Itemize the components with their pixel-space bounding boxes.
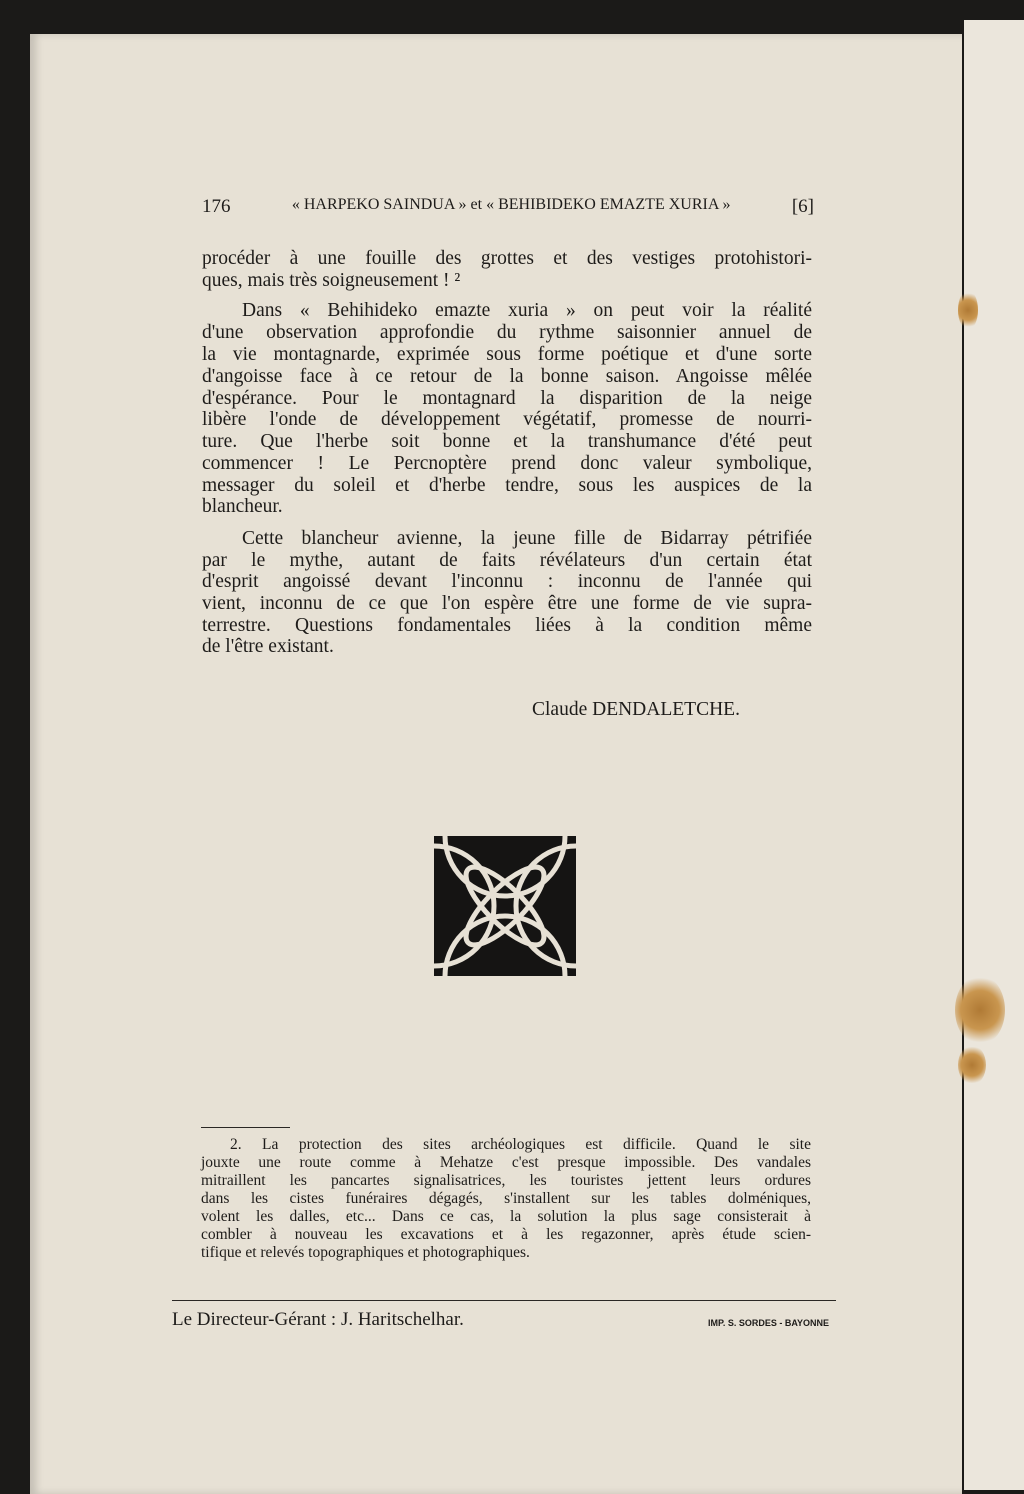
text-line: d'angoisse face à ce retour de la bonne saison. Angoisse mêlée	[202, 366, 812, 387]
stain	[958, 290, 978, 330]
footnote-line: jouxte une route comme à Mehatze c'est presque impossible. Des vandales	[201, 1154, 811, 1171]
text-line: Dans « Behihideko emazte xuria » on peut voir la réalité	[242, 300, 812, 321]
text-line: vient, inconnu de ce que l'on espère être une forme de vie supra-	[202, 593, 812, 614]
footnote-line: mitraillent les pancartes signalisatrices, les touristes jettent leurs ordures	[201, 1172, 811, 1189]
text-line: ture. Que l'herbe soit bonne et la transhumance d'été peut	[202, 431, 812, 452]
footnote-line: combler à nouveau les excavations et à les regazonner, après étude scien-	[201, 1226, 811, 1243]
footnote-line: volent les dalles, etc... Dans ce cas, la solution la plus sage consisterait à	[201, 1208, 811, 1225]
text-line: de l'être existant.	[202, 636, 334, 657]
text-line: commencer ! Le Percnoptère prend donc valeur symbolique,	[202, 453, 812, 474]
printer-line: IMP. S. SORDES - BAYONNE	[708, 1318, 830, 1328]
text-line: terrestre. Questions fondamentales liées à la condition même	[202, 615, 812, 636]
text-line: ques, mais très soigneusement ! ²	[202, 270, 461, 291]
text-line: messager du soleil et d'herbe tendre, sous les auspices de la	[202, 475, 812, 496]
footnote-line: dans les cistes funéraires dégagés, s'installent sur les tables dolméniques,	[201, 1190, 811, 1207]
next-page-edge	[964, 20, 1024, 1490]
stain	[958, 1045, 986, 1085]
footnote-rule	[201, 1127, 290, 1128]
footnote-line: tifique et relevés topographiques et photographiques.	[201, 1244, 530, 1261]
footer-rule	[172, 1300, 836, 1301]
text-line: d'espérance. Pour le montagnard la disparition de la neige	[202, 388, 812, 409]
text-line: d'esprit angoissé devant l'inconnu : inconnu de l'année qui	[202, 571, 812, 592]
text-line: d'une observation approfondie du rythme saisonnier annuel de	[202, 322, 812, 343]
text-line: procéder à une fouille des grottes et des vestiges protohistori-	[202, 248, 812, 269]
text-line: Cette blancheur avienne, la jeune fille de Bidarray pétrifiée	[242, 528, 812, 549]
text-line: libère l'onde de développement végétatif, promesse de nourri-	[202, 409, 812, 430]
ornament-icon	[434, 836, 576, 976]
stain	[955, 975, 1005, 1045]
section-number: [6]	[791, 196, 814, 217]
running-header	[202, 196, 814, 218]
page-number: 176	[202, 196, 231, 217]
director-line: Le Directeur-Gérant : J. Haritschelhar.	[172, 1309, 464, 1330]
text-line: par le mythe, autant de faits révélateurs d'un certain état	[202, 550, 812, 571]
text-line: blancheur.	[202, 496, 283, 517]
author-signature: Claude DENDALETCHE.	[532, 699, 740, 720]
text-line: la vie montagnarde, exprimée sous forme poétique et d'une sorte	[202, 344, 812, 365]
running-title: « HARPEKO SAINDUA » et « BEHIBIDEKO EMAZTE XURIA »	[291, 196, 731, 213]
footnote-line: 2. La protection des sites archéologiques est difficile. Quand le site	[230, 1136, 811, 1153]
